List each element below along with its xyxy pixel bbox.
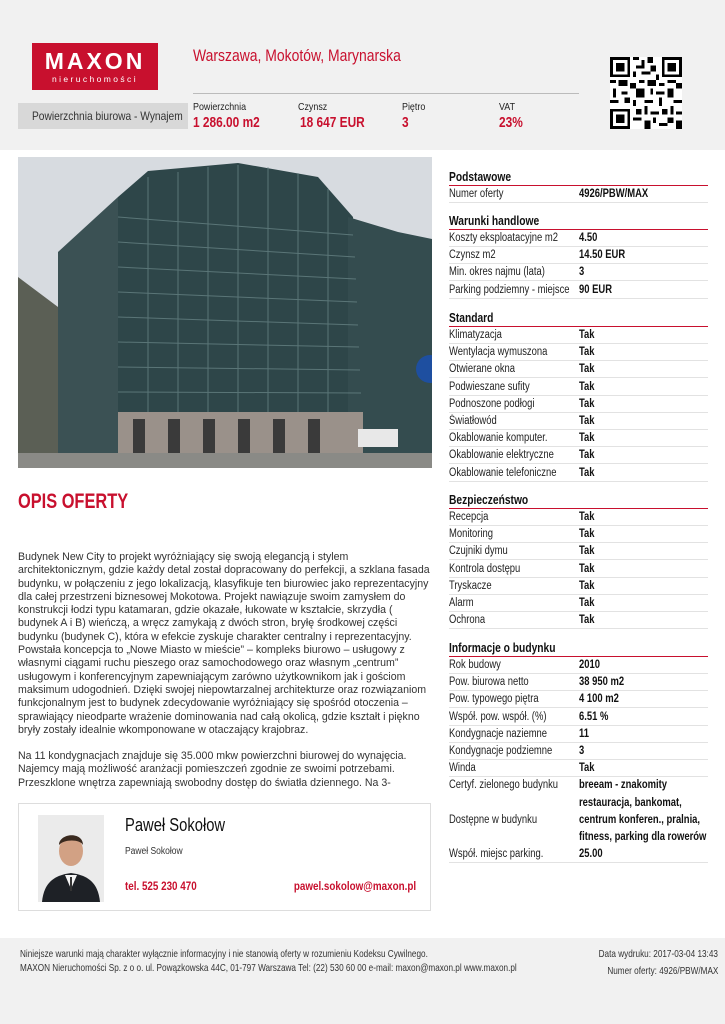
detail-row: [449, 186, 708, 203]
detail-value: 6.51 %: [579, 710, 609, 723]
detail-row: [449, 543, 708, 560]
detail-label: Okablowanie komputer.: [449, 432, 548, 445]
detail-row: [449, 709, 708, 726]
detail-row: [449, 691, 708, 708]
detail-label: Współ. pow. współ. (%): [449, 710, 547, 723]
detail-label: Światłowód: [449, 415, 497, 427]
detail-value: Tak: [579, 562, 595, 575]
detail-value: centrum konferen., pralnia,: [579, 813, 701, 826]
description-body: [18, 551, 430, 791]
building-photo: [18, 157, 432, 468]
agent-avatar: [38, 815, 104, 902]
detail-value: Tak: [579, 579, 595, 592]
detail-value: 4.50: [579, 232, 598, 244]
detail-row: [449, 509, 708, 526]
detail-label: Monitoring: [449, 528, 494, 541]
agent-phone-link[interactable]: tel. 525 230 470: [125, 879, 197, 893]
agent-subtitle: Paweł Sokołow: [125, 846, 183, 857]
detail-value: Tak: [579, 380, 595, 393]
section-title: Warunki handlowe: [449, 214, 540, 228]
qr-code-icon: [610, 57, 682, 129]
detail-label: Okablowanie telefoniczne: [449, 466, 557, 479]
detail-value: Tak: [579, 449, 595, 462]
detail-value: 2010: [579, 659, 600, 671]
detail-row: [449, 430, 708, 447]
detail-value: breeam - znakomity: [579, 779, 668, 792]
detail-row: [449, 247, 708, 264]
detail-label: Współ. miejsc parking.: [449, 848, 544, 861]
detail-label: Rok budowy: [449, 659, 501, 671]
detail-value: restauracja, bankomat,: [579, 796, 682, 809]
detail-value: Tak: [579, 511, 595, 523]
detail-label: Pow. biurowa netto: [449, 676, 529, 689]
header-divider: [193, 93, 579, 94]
section-title: Informacje o budynku: [449, 641, 556, 655]
stat-floor: Piętro 3: [402, 101, 426, 131]
detail-value: Tak: [579, 762, 595, 775]
detail-value: Tak: [579, 397, 595, 410]
detail-label: Parking podziemny - miejsce: [449, 283, 570, 296]
detail-label: Tryskacze: [449, 579, 492, 592]
section-title: Bezpieczeństwo: [449, 493, 529, 507]
detail-value: 4926/PBW/MAX: [579, 188, 649, 200]
detail-row: [449, 447, 708, 464]
detail-value: Tak: [579, 597, 595, 609]
detail-label: Wentylacja wymuszona: [449, 346, 548, 359]
detail-row: [449, 595, 708, 612]
description-title: OPIS OFERTY: [18, 490, 129, 513]
detail-value: 4 100 m2: [579, 693, 619, 706]
footer-company-info: MAXON Nieruchomości Sp. z o o. ul. Powązkowska 44C, 01-797 Warszawa Tel: (22) 530 60 00 e-mail: maxon@maxon.pl www.maxon.pl: [20, 962, 517, 974]
detail-label: Czynsz m2: [449, 249, 496, 262]
detail-value: Tak: [579, 614, 595, 627]
detail-label: Kontrola dostępu: [449, 562, 521, 575]
detail-row: [449, 344, 708, 361]
footer-print-date: Data wydruku: 2017-03-04 13:43: [598, 948, 718, 960]
agent-email-link[interactable]: pawel.sokolow@maxon.pl: [293, 879, 416, 893]
detail-label: Kondygnacje podziemne: [449, 745, 553, 757]
detail-value: 3: [579, 266, 585, 279]
detail-value: 38 950 m2: [579, 676, 625, 689]
section-title: Standard: [449, 311, 494, 325]
detail-label: Winda: [449, 762, 476, 775]
detail-row: [449, 396, 708, 413]
stat-area: Powierzchnia 1 286.00 m2: [193, 101, 260, 131]
detail-value: 90 EUR: [579, 283, 613, 296]
maxon-logo[interactable]: [32, 43, 158, 90]
detail-label: Recepcja: [449, 511, 489, 523]
section-title: Podstawowe: [449, 170, 512, 184]
detail-label: Pow. typowego piętra: [449, 693, 539, 706]
detail-value: Tak: [579, 545, 595, 558]
detail-value: 11: [579, 727, 589, 740]
stat-vat: VAT 23%: [499, 101, 523, 131]
detail-label: Otwierane okna: [449, 363, 516, 376]
detail-label: Certyf. zielonego budynku: [449, 779, 559, 792]
logo-name: MAXON: [44, 48, 146, 74]
detail-label: Podwieszane sufity: [449, 380, 530, 393]
footer: [0, 938, 725, 1024]
detail-row: [449, 743, 708, 760]
agent-name: Paweł Sokołow: [125, 815, 226, 835]
detail-row: [449, 846, 708, 863]
detail-label: Czujniki dymu: [449, 545, 508, 558]
detail-value: 25.00: [579, 848, 603, 861]
detail-value: Tak: [579, 346, 595, 359]
detail-label: Dostępne w budynku: [449, 813, 538, 826]
offer-address: Warszawa, Mokotów, Marynarska: [193, 46, 401, 65]
description-paragraph: Na 11 kondygnacjach znajduje się 35.000 mkw powierzchni biurowej do wynajęcia. Najemcy mają możliwość aranżacji pomieszczeń zgodnie ze swoimi potrzebami. Przeszklone wnętrza zapewniają swobodny dostęp do światła dziennego. Na 3-: [18, 750, 407, 789]
description-paragraph: Budynek New City to projekt wyróżniający się swoją elegancją i stylem architektonicznym, gdzie każdy detal został dopracowany do perfekcji, a szklana fasada budynku, w połączeniu z jego lokalizacją, klasyfikuje ten biurowiec jako reprezentacyjny dla całej przestrzeni biznesowej Mokotowa. Projekt nawiązuje swoim zamysłem do konstrukcji łodzi typu katamaran, gdzie okazałe, łukowate w kształcie, skrzydła ( budynek A i B) wieńczą, a wręcz zamykają z dwóch stron, bryłę środkowej części budynku (budynek C), która w efekcie zyskuje charakter centralny i reprezentacyjny. Powstała koncepcja to „Nowe Miasto w mieście” – kompleks biurowo – usługowy z własnymi ciągami ruchu pieszego oraz samochodowego oraz własnym „centrum” usługowym i konferencyjnym zapewniającym zarówno użytkownikom jak i gościom maksimum udogodnień. Dzięki swojej niepowtarzalnej architekturze oraz rozwiązaniom funkcjonalnym jest to budynek zdecydowanie wyróżniający się spośród otoczenia – sprawiający nieodparte wrażenie dominowania nad całą okolicą, gdzie kształt i piękno bryły zostały idealnie wkomponowane w otaczający krajobraz.: [18, 551, 430, 736]
detail-row: [449, 465, 708, 482]
detail-label: Koszty eksploatacyjne m2: [449, 232, 559, 244]
detail-row: [449, 413, 708, 430]
logo-tagline: nieruchomości: [51, 74, 138, 84]
detail-row: [449, 657, 708, 674]
detail-row: [449, 578, 708, 595]
detail-value: Tak: [579, 363, 595, 376]
agent-card: [18, 803, 431, 911]
detail-value: Tak: [579, 432, 595, 445]
detail-row: [449, 526, 708, 543]
detail-row: [449, 282, 708, 299]
footer-disclaimer: Niniejsze warunki mają charakter wyłącznie informacyjny i nie stanowią oferty w rozumieniu Kodeksu Cywilnego.: [20, 948, 428, 960]
detail-row: [449, 726, 708, 743]
detail-value: Tak: [579, 528, 595, 541]
detail-row: [449, 379, 708, 396]
detail-value: fitness, parking dla rowerów: [579, 831, 707, 843]
detail-value: Tak: [579, 466, 595, 479]
stat-rent: Czynsz 18 647 EUR: [298, 101, 365, 131]
detail-label: Podnoszone podłogi: [449, 397, 535, 410]
detail-row: [449, 674, 708, 691]
detail-value: 14.50 EUR: [579, 249, 626, 262]
detail-label: Ochrona: [449, 614, 486, 627]
detail-row: [449, 327, 708, 344]
detail-row: [449, 264, 708, 281]
detail-label: Min. okres najmu (lata): [449, 266, 545, 279]
detail-value: Tak: [579, 415, 595, 427]
detail-row: [449, 361, 708, 378]
detail-value: Tak: [579, 329, 595, 341]
detail-label: Klimatyzacja: [449, 329, 502, 341]
detail-label: Alarm: [449, 597, 474, 609]
detail-row: [449, 561, 708, 578]
detail-label: Numer oferty: [449, 188, 504, 200]
detail-value: 3: [579, 745, 585, 757]
detail-row: [449, 760, 708, 777]
detail-row: [449, 230, 708, 247]
detail-row: [449, 612, 708, 629]
footer-offer-number: Numer oferty: 4926/PBW/MAX: [606, 965, 718, 977]
offer-type-badge: Powierzchnia biurowa - Wynajem: [18, 103, 188, 129]
detail-label: Kondygnacje naziemne: [449, 727, 548, 740]
detail-label: Okablowanie elektryczne: [449, 449, 554, 462]
